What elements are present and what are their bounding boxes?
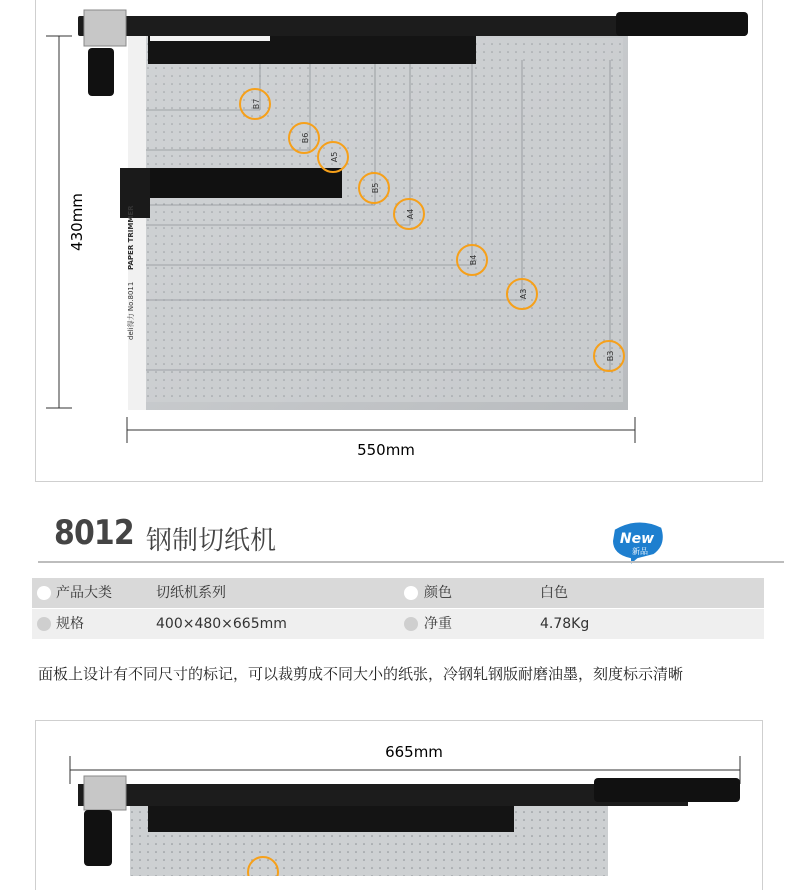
spec-label: 产品大类: [56, 585, 112, 601]
height-label: 430mm: [68, 193, 86, 251]
svg-text:B3: B3: [606, 350, 615, 362]
svg-text:B7: B7: [252, 98, 261, 110]
width-label: 550mm: [357, 441, 415, 459]
handle-bottom: [594, 778, 740, 802]
width-dimension: [127, 417, 635, 443]
side-guide: [120, 168, 342, 198]
svg-text:B5: B5: [371, 182, 380, 194]
clamp-bar-bottom: [148, 806, 514, 832]
product-description: 面板上设计有不同尺寸的标记，可以裁剪成不同大小的纸张，冷钢轧钢版耐磨油墨，刻度标示清晰: [38, 665, 684, 683]
handle: [616, 12, 748, 36]
svg-text:B6: B6: [301, 132, 310, 144]
spec-label: 规格: [56, 616, 84, 632]
width-label-bottom: 665mm: [385, 743, 443, 761]
svg-text:A4: A4: [406, 208, 415, 220]
spec-label: 净重: [424, 616, 452, 632]
spec-row: [32, 578, 764, 608]
knob-icon: [88, 48, 114, 96]
spec-value: 4.78Kg: [540, 616, 590, 632]
bullet-icon: [404, 586, 418, 600]
brand-label: deli得力 No.8011: [127, 281, 135, 340]
knob-icon: [84, 810, 112, 866]
model-number: 8012: [54, 513, 134, 553]
product-name: 钢制切纸机: [146, 526, 277, 556]
bullet-icon: [37, 617, 51, 631]
new-badge-label: New: [619, 531, 655, 547]
spec-row: [32, 609, 764, 639]
spec-label: 颜色: [424, 585, 452, 601]
title-divider: [38, 561, 784, 563]
bullet-icon: [37, 586, 51, 600]
new-badge-sub: 新品: [632, 547, 648, 556]
svg-text:B4: B4: [469, 254, 478, 266]
spec-value: 白色: [540, 585, 568, 601]
spec-value: 切纸机系列: [156, 585, 226, 601]
svg-text:A3: A3: [519, 288, 528, 300]
paper-trimmer-illustration-bottom: [0, 720, 800, 876]
new-badge-icon: [608, 519, 668, 567]
bullet-icon: [404, 617, 418, 631]
svg-text:A5: A5: [330, 151, 339, 163]
machine-label: PAPER TRIMMER: [127, 205, 135, 270]
spec-value: 400×480×665mm: [156, 616, 287, 632]
